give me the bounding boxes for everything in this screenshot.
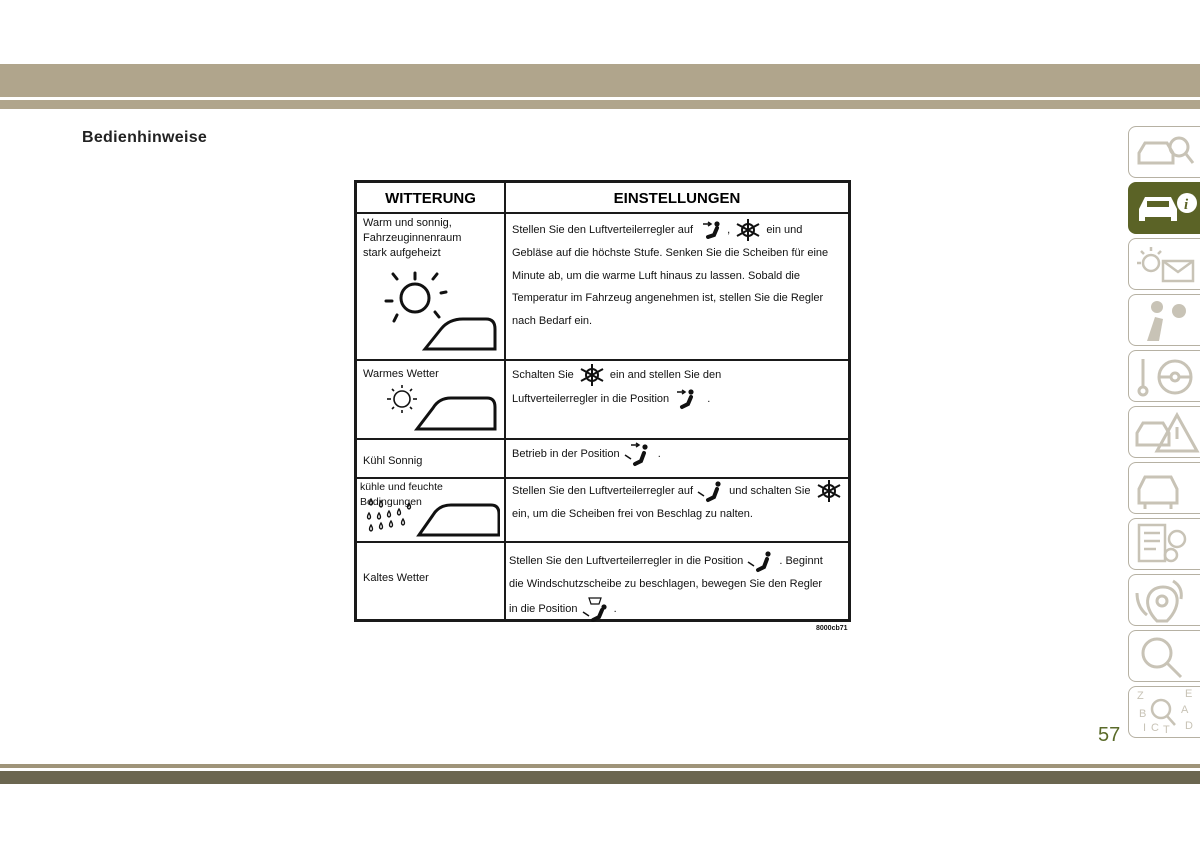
weather-label: Warm und sonnig, Fahrzeuginnenraum stark aufgeheizt [363,217,462,259]
setting-text: Betrieb in der Position . [512,441,847,467]
weather-label: kühle und feuchte Bedingungen [360,481,443,508]
svg-text:C: C [1151,722,1159,734]
defrost-mode-icon [581,596,611,622]
tab-multimedia[interactable] [1128,574,1200,626]
floor-mode-icon [746,549,776,573]
svg-text:I: I [1143,722,1147,734]
ac-snowflake-icon [733,218,763,242]
setting-text: Schalten Sie ein and stellen Sie den Luftverteilerregler in die Position . [512,363,847,411]
svg-text:Z: Z [1137,690,1144,702]
tab-car-search[interactable] [1128,126,1200,178]
header-weather: WITTERUNG [385,190,476,207]
floor-mode-icon [696,479,726,503]
ac-snowflake-icon [577,363,607,387]
header-band [0,64,1200,97]
tab-index[interactable] [1128,686,1200,738]
svg-text:T: T [1163,724,1170,735]
document-gear-icon [1133,521,1200,567]
header-band-thin [0,100,1200,109]
defrost-floor-mode-icon [674,387,704,411]
car-info-icon [1133,185,1200,231]
defrost-floor-mode-icon [700,219,724,241]
row-divider [357,438,848,440]
column-divider [504,183,506,619]
sun-car-large-icon [383,265,498,357]
tab-warning-lights[interactable] [1128,238,1200,290]
setting-text: Stellen Sie den Luftverteilerregler in die Position . Beginnt die Windschutzscheibe zu beschlagen, bewegen Sie den Regler in die Position . [509,549,847,622]
row-divider [357,541,848,543]
breakdown-warning-icon [1133,409,1200,455]
alphabetical-index-icon [1133,689,1200,735]
svg-text:i: i [1184,197,1189,213]
ac-snowflake-icon [814,479,844,503]
tab-ignition-steering[interactable] [1128,350,1200,402]
warning-light-message-icon [1133,241,1200,287]
weather-label: Kaltes Wetter [363,572,429,584]
tab-car-info[interactable] [1128,182,1200,234]
tab-breakdown[interactable] [1128,406,1200,458]
rain-car-icon [365,495,500,539]
svg-text:A: A [1181,704,1189,716]
multimedia-icon [1133,577,1200,623]
tab-seats-airbags[interactable] [1128,294,1200,346]
header-settings: EINSTELLUNGEN [613,190,741,207]
car-search-icon [1133,129,1200,175]
setting-text: Stellen Sie den Luftverteilerregler auf , ein und Gebläse auf die höchste Stufe. Senken Sie die Scheiben für eine Minute ab, um die warme Luft hinaus zu lassen. Sobald die Temperatur im Fahrzeug angenehmen ist, stellen Sie die Regler nach Bedarf ein. [512,218,847,332]
image-code: 8000cb71 [816,625,848,632]
page-number: 57 [1098,724,1121,746]
weather-label: Kühl Sonnig [363,455,423,467]
tab-search[interactable] [1128,630,1200,682]
section-title: Bedienhinweise [82,129,208,146]
defrost-floor-panel-mode-icon [623,441,655,467]
settings-figure [354,180,851,622]
footer-band [0,771,1200,784]
sun-car-small-icon [383,383,498,435]
search-icon [1133,633,1200,679]
tab-technical-data[interactable] [1128,518,1200,570]
svg-text:B: B [1139,708,1147,720]
row-divider [357,359,848,361]
car-service-icon [1133,465,1200,511]
weather-label: Warmes Wetter [363,368,439,380]
setting-text: Stellen Sie den Luftverteilerregler auf und schalten Sie ein, um die Scheiben frei von Beschlag zu nalten. [512,479,847,526]
footer-band-thin [0,764,1200,768]
svg-text:E: E [1185,689,1193,700]
svg-text:D: D [1185,720,1193,732]
tab-car-service[interactable] [1128,462,1200,514]
seat-airbag-icon [1133,297,1200,343]
ignition-steering-icon [1133,353,1200,399]
